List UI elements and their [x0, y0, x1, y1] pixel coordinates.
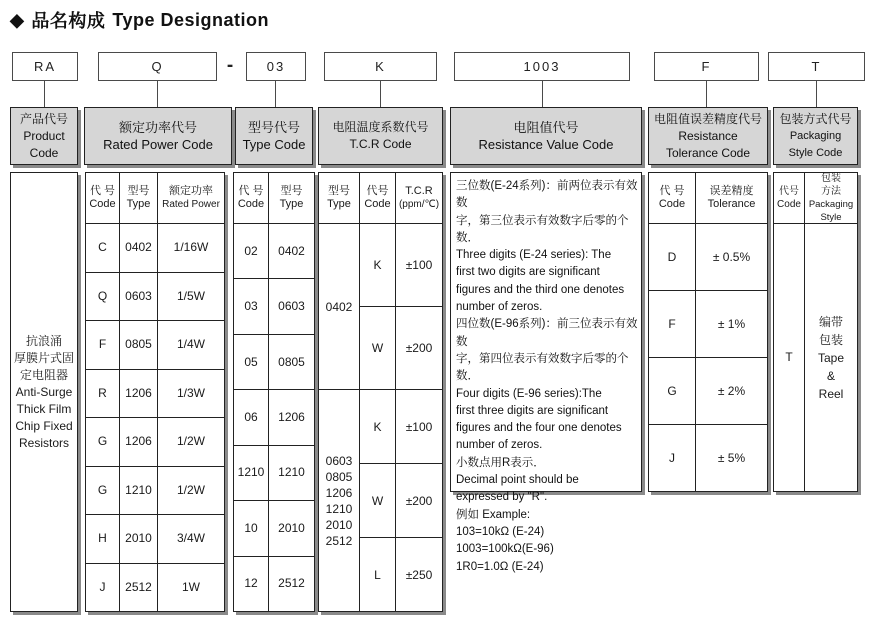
- description-line: first three digits are significant: [456, 404, 609, 417]
- type-line: 0805: [325, 469, 353, 484]
- header-zh: 电阻值代号: [513, 120, 579, 135]
- tcr-value-cell: ±200: [405, 341, 433, 355]
- connector-line: [157, 81, 158, 107]
- description-line: 四位数(E-96系列)：前三位表示有效数: [456, 318, 638, 348]
- type-cell: 2010: [119, 515, 157, 563]
- col-header-type: 型号 Type: [268, 173, 314, 223]
- tcr-group-multi: [319, 389, 442, 611]
- code-cell: K: [360, 224, 396, 306]
- page-title-en: Type Designation: [112, 9, 270, 30]
- product-line: Resistors: [18, 435, 69, 450]
- tcr-group-0402: [319, 223, 442, 389]
- description-line: figures and the four one denotes: [456, 422, 622, 435]
- col-header-code: 代号 Code: [359, 173, 395, 223]
- page-title-zh: 品名构成: [31, 11, 106, 31]
- header-en: Product: [23, 128, 65, 143]
- column-header-row: [774, 173, 857, 223]
- type-cell: 2512: [119, 564, 157, 612]
- tolerance-cell: ± 1%: [695, 291, 767, 357]
- type-cell: [319, 390, 359, 611]
- description-line: 例如 Example:: [456, 508, 531, 521]
- power-cell: 1/2W: [157, 418, 224, 466]
- diamond-icon: ◆: [10, 9, 25, 30]
- type-cell: 0805: [119, 321, 157, 369]
- header-zh: 产品代号: [19, 111, 68, 126]
- code-cell: J: [99, 579, 106, 594]
- code-cell: D: [667, 249, 677, 264]
- table-row: [86, 514, 224, 563]
- resistance-value-header: [450, 107, 642, 165]
- table-row: [86, 369, 224, 418]
- table-row: [234, 445, 314, 500]
- table-row: [86, 466, 224, 515]
- table-row: [234, 223, 314, 278]
- code-cell: L: [360, 538, 396, 611]
- code-cell: 03: [244, 299, 258, 314]
- description-line: 三位数(E-24系列)：前两位表示有效数: [456, 180, 638, 210]
- col-header-code: 代 号 Code: [658, 185, 686, 210]
- code-cell: F: [668, 316, 676, 331]
- power-cell: 1/16W: [157, 224, 224, 272]
- type-line: 2512: [325, 533, 353, 548]
- header-en: Type Code: [242, 137, 306, 152]
- header-en: Resistance Value Code: [478, 137, 614, 152]
- power-cell: 3/4W: [157, 515, 224, 563]
- type-cell: 0603: [268, 279, 314, 333]
- code-cell: G: [667, 383, 677, 398]
- table-row: [234, 278, 314, 333]
- table-row: [86, 272, 224, 321]
- code-cell: 05: [244, 354, 258, 369]
- header-en: Resistance: [678, 128, 738, 143]
- resistance-value-description: [450, 172, 642, 573]
- code-box-type: 03: [246, 52, 306, 81]
- type-line: 2010: [325, 517, 353, 532]
- style-line: Tape: [817, 350, 845, 365]
- code-cell: J: [669, 450, 675, 465]
- description-line: 字，第三位表示有效数字后零的个数．: [456, 214, 629, 244]
- description-line: 小数点用R表示．: [456, 456, 545, 469]
- tolerance-header: [648, 107, 768, 165]
- tcr-value-cell: ±100: [405, 419, 433, 434]
- table-row: [86, 563, 224, 612]
- tolerance-table: [648, 172, 768, 492]
- description-line: Decimal point should be: [456, 474, 579, 487]
- separator-dash: -: [226, 55, 234, 76]
- tcr-header: [318, 107, 443, 165]
- table-row: [86, 223, 224, 272]
- col-header-style: 包装 方法 Packaging Style: [804, 173, 857, 223]
- code-cell: T: [785, 350, 793, 364]
- description-line: first two digits are significant: [456, 266, 600, 279]
- col-header-code: 代 号 Code: [237, 185, 265, 210]
- column-header-row: [86, 173, 224, 223]
- header-en: Rated Power Code: [103, 137, 213, 152]
- code-cell: 02: [244, 243, 258, 258]
- code-cell: W: [360, 307, 396, 389]
- connector-line: [275, 81, 276, 107]
- code-cell: 1210: [237, 465, 265, 480]
- type-line: 1210: [325, 501, 353, 516]
- page-title: [10, 7, 269, 33]
- description-line: 字，第四位表示有效数字后零的个数．: [456, 352, 629, 383]
- table-row: [86, 320, 224, 369]
- table-row: [360, 224, 442, 306]
- tolerance-cell: ± 0.5%: [695, 224, 767, 290]
- type-cell: 1206: [119, 370, 157, 418]
- col-header-tcr: T.C.R (ppm/℃): [395, 173, 442, 223]
- header-zh: 型号代号: [247, 120, 300, 135]
- type-cell: 0402: [268, 224, 314, 278]
- product-line: Thick Film: [16, 401, 72, 416]
- type-code-table: [233, 172, 315, 612]
- description-line: 1R0=1.0Ω (E-24): [456, 560, 544, 573]
- col-header-tolerance: 误差精度 Tolerance: [695, 173, 767, 223]
- code-cell: Q: [97, 288, 108, 303]
- header-en: Tolerance Code: [665, 145, 751, 160]
- type-cell: 1210: [268, 446, 314, 500]
- style-cell: [804, 224, 857, 491]
- table-row: [234, 556, 314, 611]
- col-header-power: 额定功率 Rated Power: [157, 173, 224, 223]
- rated-power-table: [85, 172, 225, 612]
- description-line: number of zeros.: [456, 301, 543, 314]
- code-cell: K: [360, 390, 396, 463]
- col-header-type: 型号 Type: [119, 173, 157, 223]
- code-cell: 12: [244, 576, 258, 591]
- product-line: 定电阻器: [19, 367, 68, 382]
- description-line: Four digits (E-96 series):The: [456, 387, 602, 400]
- product-code-table: [10, 172, 78, 612]
- table-row: [360, 463, 442, 537]
- table-row: [360, 390, 442, 463]
- type-cell: 2512: [268, 557, 314, 611]
- tolerance-cell: ± 5%: [695, 425, 767, 491]
- column-header-row: [234, 173, 314, 223]
- code-cell: W: [360, 464, 396, 537]
- col-header-code: 代 号 Code: [89, 185, 116, 210]
- style-line: 编带: [818, 314, 843, 329]
- code-box-product: RA: [12, 52, 78, 81]
- power-cell: 1/4W: [157, 321, 224, 369]
- connector-line: [542, 81, 543, 107]
- tcr-table: [318, 172, 443, 612]
- header-zh: 包装方式代号: [779, 111, 852, 126]
- tcr-body: [319, 223, 442, 611]
- description-line: expressed by "R".: [456, 491, 548, 504]
- connector-line: [706, 81, 707, 107]
- type-line: 1206: [325, 485, 353, 500]
- connector-line: [816, 81, 817, 107]
- header-en: T.C.R Code: [349, 137, 412, 151]
- product-line: Anti-Surge: [15, 384, 73, 399]
- code-box-power: Q: [98, 52, 217, 81]
- type-cell: 0805: [268, 335, 314, 389]
- col-header-type: 型号 Type: [327, 185, 351, 210]
- code-cell: 10: [244, 520, 258, 535]
- table-row: [234, 389, 314, 444]
- code-box-value: 1003: [454, 52, 630, 81]
- column-header-row: [649, 173, 767, 223]
- header-en: Code: [29, 145, 59, 160]
- code-cell: H: [98, 531, 107, 546]
- type-cell: 1206: [268, 390, 314, 444]
- product-line: 抗浪涌: [25, 333, 62, 348]
- table-row: [234, 334, 314, 389]
- table-row: [86, 417, 224, 466]
- table-row: [649, 424, 767, 491]
- power-cell: 1/5W: [157, 273, 224, 321]
- product-code-header: [10, 107, 78, 165]
- description-line: number of zeros.: [456, 439, 543, 452]
- col-header-code: 代号 Code: [777, 186, 801, 210]
- type-cell: 0603: [119, 273, 157, 321]
- table-row: [774, 223, 857, 491]
- style-line: &: [826, 368, 835, 383]
- description-line: Three digits (E-24 series): The: [456, 249, 612, 262]
- product-line: 厚膜片式固: [13, 350, 74, 365]
- tcr-value-cell: ±250: [405, 567, 433, 582]
- header-en: Style Code: [788, 146, 843, 159]
- description-line: 1003=100kΩ(E-96): [456, 543, 554, 556]
- tcr-value-cell: ±100: [405, 258, 433, 272]
- packaging-header: [773, 107, 858, 165]
- code-cell: F: [98, 337, 107, 352]
- column-header-row: [319, 173, 442, 223]
- table-row: [360, 537, 442, 611]
- table-row: [649, 357, 767, 424]
- description-line: 103=10kΩ (E-24): [456, 525, 545, 538]
- product-description: [11, 173, 77, 611]
- code-box-packaging: T: [768, 52, 865, 81]
- header-zh: 电阻值误差精度代号: [653, 111, 762, 126]
- code-cell: G: [97, 482, 108, 497]
- header-zh: 额定功率代号: [118, 120, 197, 135]
- type-cell: 1210: [119, 467, 157, 515]
- type-cell: 2010: [268, 501, 314, 555]
- code-cell: C: [98, 240, 107, 255]
- type-line: 0603: [325, 453, 353, 468]
- connector-line: [44, 81, 45, 107]
- table-row: [649, 290, 767, 357]
- rated-power-header: [84, 107, 232, 165]
- packaging-table: [773, 172, 858, 492]
- table-row: [234, 500, 314, 555]
- code-box-tcr: K: [324, 52, 437, 81]
- type-cell: 1206: [119, 418, 157, 466]
- tcr-value-cell: ±200: [405, 493, 433, 508]
- code-cell: R: [98, 385, 107, 400]
- power-cell: 1W: [157, 564, 224, 612]
- type-code-header: [235, 107, 313, 165]
- type-cell: 0402: [325, 299, 353, 314]
- style-line: Reel: [818, 386, 844, 401]
- code-cell: 06: [244, 409, 258, 424]
- header-en: Packaging: [789, 129, 842, 142]
- table-row: [649, 223, 767, 290]
- code-cell: G: [97, 434, 108, 449]
- product-line: Chip Fixed: [15, 418, 73, 433]
- style-line: 包装: [818, 332, 843, 347]
- type-cell: 0402: [119, 224, 157, 272]
- code-box-tolerance: F: [654, 52, 759, 81]
- power-cell: 1/3W: [157, 370, 224, 418]
- description-line: figures and the third one denotes: [456, 283, 625, 296]
- header-zh: 电阻温度系数代号: [332, 120, 429, 134]
- power-cell: 1/2W: [157, 467, 224, 515]
- table-row: [360, 306, 442, 389]
- tolerance-cell: ± 2%: [695, 358, 767, 424]
- connector-line: [380, 81, 381, 107]
